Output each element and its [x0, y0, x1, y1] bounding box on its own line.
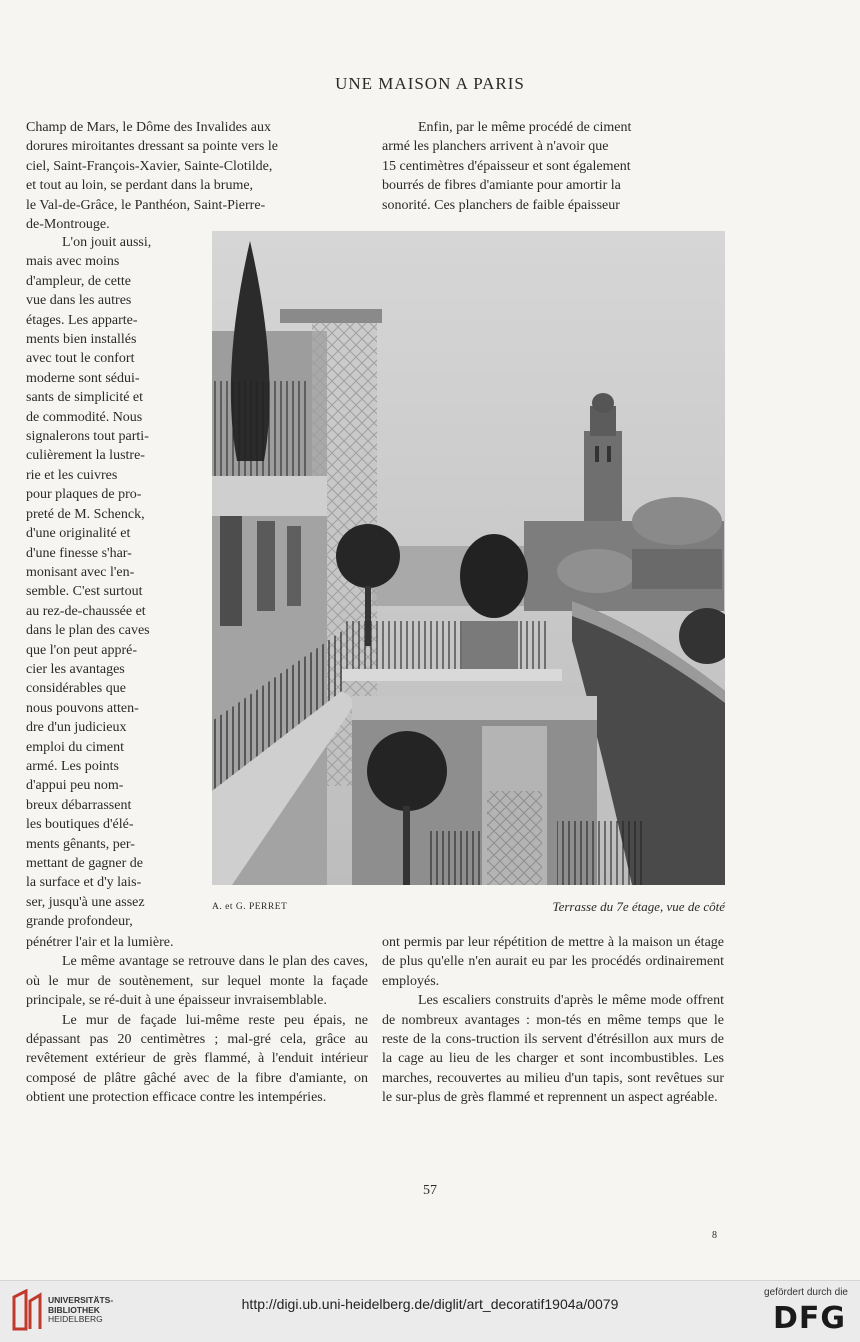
text-line: étages. Les apparte- [26, 312, 138, 328]
text-line: rie et les cuivres [26, 467, 118, 483]
text-line: breux débarrassent [26, 797, 132, 813]
text-line: dre d'un judicieux [26, 720, 127, 736]
text-line: dorures miroitantes dressant sa pointe vers le [26, 139, 278, 155]
text-line: monisant avec l'en- [26, 564, 135, 580]
text-line: que l'on peut appré- [26, 642, 137, 658]
permalink-url[interactable]: http://digi.ub.uni-heidelberg.de/diglit/art_decoratif1904a/0079 [241, 1296, 619, 1312]
text-line: semble. C'est surtout [26, 584, 143, 600]
page-number: 57 [423, 1183, 437, 1198]
right-column-top [382, 118, 724, 215]
text-line: et tout au loin, se perdant dans la brume, [26, 178, 254, 194]
text-line: bourrés de fibres d'amiante pour amortir la [382, 178, 621, 194]
text-line: grande profondeur, [26, 914, 133, 930]
text-line: de-Montrouge. [26, 217, 110, 233]
text-line: vue dans les autres [26, 293, 132, 309]
paragraph: Le mur de façade lui-même reste peu épais, ne dépassant pas 20 centimètres ; mal-gré cela, grâce au revêtement extérieur de grès flammé, à l'enduit intérieur composé de plâtre gâché avec de la fibre d'amiante, on obtient une protection efficace contre les intempéries. [26, 1012, 368, 1106]
terrace-photo-illustration [212, 231, 725, 885]
text-line: d'une originalité et [26, 526, 131, 542]
figure-caption: Terrasse du 7e étage, vue de côté [552, 899, 725, 914]
terrace-photograph [212, 231, 725, 885]
text-line: pour plaques de pro- [26, 487, 142, 503]
right-column-bottom [382, 933, 724, 1108]
paragraph: Les escaliers construits d'après le même mode offrent de nombreux avantages : mon-tés en même temps que le reste de la cons-truction ils servent d'étrésillon aux murs de la cage au lieu de les charger et sont incombustibles. Les marches, recouvertes au milieu d'un tapis, sont revêtues sur le sur-plus de grès flammé et reprennent un aspect agréable. [382, 993, 724, 1106]
text-line: nous pouvons atten- [26, 700, 139, 716]
text-line: ments gênants, per- [26, 836, 135, 852]
text-line: mettant de gagner de [26, 856, 144, 871]
text-line: dans le plan des caves [26, 623, 150, 639]
text-line: 15 centimètres d'épaisseur et sont également [382, 158, 631, 174]
text-line: pénétrer l'air et la lumière. [26, 935, 174, 950]
text-line: L'on jouit aussi, [62, 235, 152, 250]
library-line: BIBLIOTHEK [48, 1304, 100, 1315]
text-line: considérables que [26, 681, 126, 697]
text-line: cier les avantages [26, 661, 125, 677]
photo-credit: A. et G. PERRET [212, 902, 288, 912]
sponsor-label: gefördert durch die [764, 1287, 848, 1298]
text-line: sonorité. Ces planchers de faible épaisseur [382, 197, 620, 213]
text-line: avec tout le confort [26, 351, 135, 367]
text-line: ments bien installés [26, 332, 137, 348]
text-line: d'appui peu nom- [26, 778, 124, 794]
text-line: les boutiques d'élé- [26, 817, 134, 833]
text-line: culièrement la lustre- [26, 448, 145, 464]
dfg-logo: DFG [772, 1301, 846, 1336]
text-line: Champ de Mars, le Dôme des Invalides aux [26, 120, 271, 135]
library-line: HEIDELBERG [48, 1314, 103, 1324]
library-line: UNIVERSITÄTS- [48, 1295, 114, 1305]
text-line: Enfin, par le même procédé de ciment [418, 120, 632, 135]
text-line: d'ampleur, de cette [26, 273, 131, 289]
page-title: UNE MAISON A PARIS [335, 74, 525, 93]
paragraph: Le même avantage se retrouve dans le plan des caves, où le mur de soutènement, sur lequel monte la façade principale, se ré-duit à une épaisseur invraisemblable. [26, 954, 368, 1009]
text-line: armé. Les points [26, 758, 119, 774]
text-line: armé les planchers arrivent à n'avoir que [382, 139, 609, 155]
text-line: mais avec moins [26, 254, 120, 270]
text-line: ser, jusqu'à une assez [26, 894, 145, 910]
left-narrow-column [26, 233, 188, 932]
text-line: d'une finesse s'har- [26, 545, 132, 561]
text-line: emploi du ciment [26, 739, 124, 755]
text-line: de commodité. Nous [26, 409, 143, 425]
text-line: ciel, Saint-François-Xavier, Sainte-Clotilde, [26, 158, 273, 174]
text-line: moderne sont sédui- [26, 370, 140, 386]
text-line: la surface et d'y lais- [26, 875, 142, 891]
text-line: sants de simplicité et [26, 390, 144, 406]
signature-mark: 8 [712, 1230, 717, 1241]
text-line: signalerons tout parti- [26, 429, 149, 445]
left-column-bottom [26, 933, 368, 1108]
viewer-footer [0, 1280, 860, 1342]
text-line: au rez-de-chaussée et [26, 603, 146, 619]
text-line: preté de M. Schenck, [26, 506, 145, 522]
text-line: le Val-de-Grâce, le Panthéon, Saint-Pierre- [26, 197, 266, 213]
left-column-top [26, 118, 362, 234]
paragraph: ont permis par leur répétition de mettre à la maison un étage de plus qu'elle n'en aurait eu par les procédés ordinairement employés. [382, 935, 724, 989]
